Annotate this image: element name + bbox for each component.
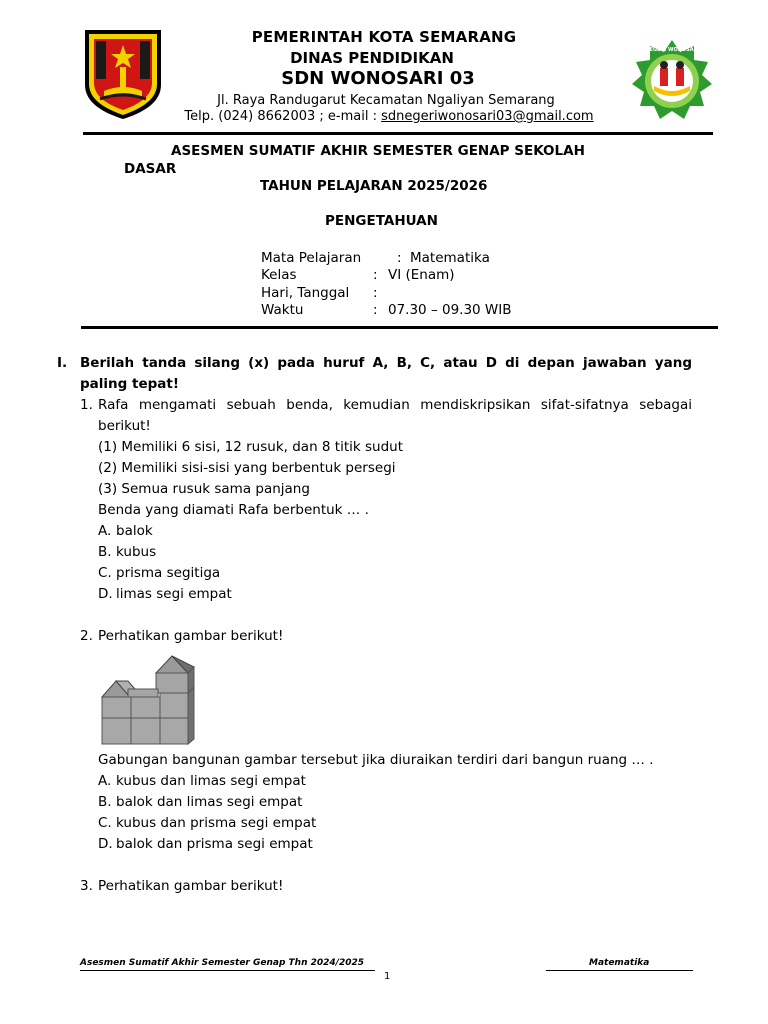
footer-divider-right (546, 970, 693, 971)
q2-building-figure (98, 655, 198, 747)
footer-subject: Matematika (589, 958, 650, 968)
email-link[interactable]: sdnegeriwonosari03@gmail.com (381, 109, 594, 124)
school-name: SDN WONOSARI 03 (281, 68, 475, 89)
phone-text: Telp. (024) 8662003 ; e-mail : (184, 109, 382, 124)
contact-line (0, 109, 768, 124)
option-key: C. (98, 815, 112, 831)
info-label-time: Waktu (261, 302, 304, 318)
q2-option-c[interactable] (98, 813, 316, 834)
footer-divider-left (80, 970, 375, 971)
option-key: B. (98, 794, 112, 810)
q1-property-3: (3) Semua rusuk sama panjang (98, 481, 310, 497)
option-text: balok (116, 523, 153, 539)
info-divider (81, 326, 718, 329)
option-key: A. (98, 773, 112, 789)
q2-option-d[interactable] (98, 834, 313, 855)
q2-number: 2. (80, 628, 93, 644)
q2-stem: Perhatikan gambar berikut! (98, 628, 284, 644)
option-text: limas segi empat (116, 586, 232, 602)
option-text: kubus (116, 544, 157, 560)
school-address: Jl. Raya Randugarut Kecamatan Ngaliyan Semarang (217, 93, 555, 108)
exam-title-line1: ASESMEN SUMATIF AKHIR SEMESTER GENAP SEKOLAH (171, 143, 585, 159)
info-label-date: Hari, Tanggal (261, 285, 350, 301)
info-value-class: VI (Enam) (388, 267, 455, 283)
option-key: B. (98, 544, 112, 560)
info-sep-class: : (373, 267, 378, 283)
option-text: prisma segitiga (116, 565, 221, 581)
option-text: balok dan prisma segi empat (116, 836, 313, 852)
q2-option-b[interactable] (98, 792, 302, 813)
q1-option-d[interactable] (98, 584, 232, 605)
page-number: 1 (384, 971, 391, 982)
info-label-class: Kelas (261, 267, 297, 283)
info-value-time: 07.30 – 09.30 WIB (388, 302, 512, 318)
section-numeral: I. (57, 355, 68, 371)
school-logo-text: SD NEGERI WONOSARI 03 (635, 47, 709, 53)
q3-stem: Perhatikan gambar berikut! (98, 878, 284, 894)
q1-prompt: Benda yang diamati Rafa berbentuk … . (98, 502, 369, 518)
footer-exam-title: Asesmen Sumatif Akhir Semester Genap Thn 2024/2025 (80, 958, 365, 968)
q2-prompt: Gabungan bangunan gambar tersebut jika diuraikan terdiri dari bangun ruang … . (98, 752, 654, 768)
q1-stem-line1: Rafa mengamati sebuah benda, kemudian mendiskripsikan sifat-sifatnya sebagai (98, 397, 692, 413)
q1-property-2: (2) Memiliki sisi-sisi yang berbentuk persegi (98, 460, 396, 476)
info-label-subject: Mata Pelajaran (261, 250, 362, 266)
government-name: PEMERINTAH KOTA SEMARANG (251, 28, 517, 46)
q2-option-a[interactable] (98, 771, 306, 792)
academic-year: TAHUN PELAJARAN 2025/2026 (260, 178, 488, 194)
option-text: kubus dan limas segi empat (116, 773, 306, 789)
q1-number: 1. (80, 397, 93, 413)
section-title: PENGETAHUAN (325, 213, 438, 229)
info-value-subject: Matematika (410, 250, 490, 266)
header-divider (83, 132, 713, 135)
info-sep-time: : (373, 302, 378, 318)
q3-number: 3. (80, 878, 93, 894)
department-name: DINAS PENDIDIKAN (290, 49, 454, 67)
instruction-line2: paling tepat! (80, 376, 179, 392)
q1-property-1: (1) Memiliki 6 sisi, 12 rusuk, dan 8 titik sudut (98, 439, 404, 455)
option-key: C. (98, 565, 112, 581)
option-text: balok dan limas segi empat (116, 794, 303, 810)
q1-option-a[interactable] (98, 521, 153, 542)
q1-option-c[interactable] (98, 563, 220, 584)
option-key: D. (98, 586, 113, 602)
instruction-line1: Berilah tanda silang (x) pada huruf A, B, C, atau D di depan jawaban yang (80, 355, 692, 371)
info-sep-date: : (373, 285, 378, 301)
option-key: D. (98, 836, 113, 852)
exam-info (261, 250, 561, 322)
option-key: A. (98, 523, 112, 539)
exam-title-line2: DASAR (124, 161, 177, 177)
q1-stem-line2: berikut! (98, 418, 151, 434)
option-text: kubus dan prisma segi empat (116, 815, 317, 831)
q1-option-b[interactable] (98, 542, 156, 563)
info-sep-subject: : (397, 250, 402, 266)
